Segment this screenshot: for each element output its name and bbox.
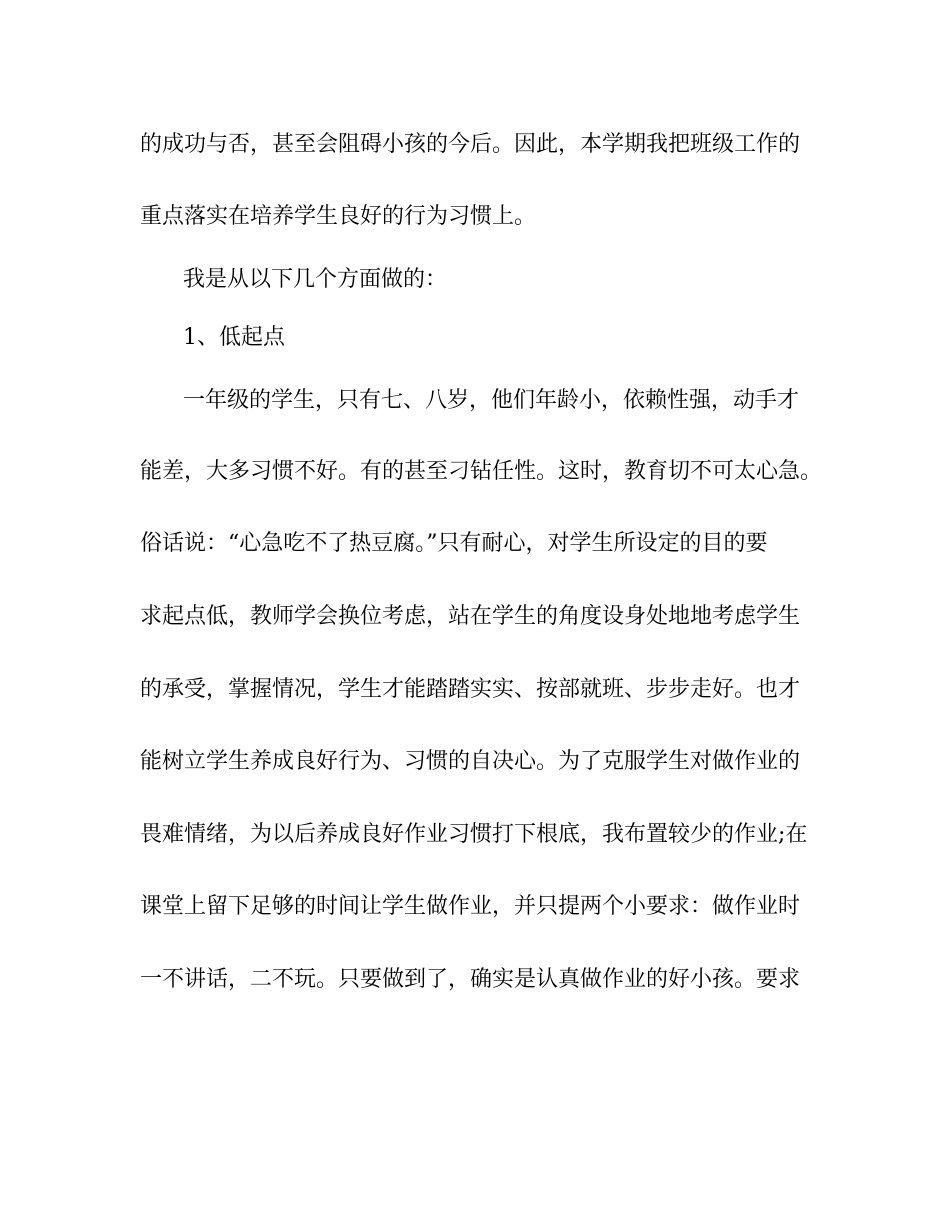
text-line: 畏难情绪，为以后养成良好作业习惯打下根底，我布置较少的作业;在: [140, 822, 808, 847]
text-line: 俗话说：“心急吃不了热豆腐。”只有耐心，对学生所设定的目的要: [140, 531, 768, 556]
text-line: 我是从以下几个方面做的：: [183, 267, 448, 292]
text-line: 能树立学生养成良好行为、习惯的自决心。为了克服学生对做作业的: [140, 749, 801, 774]
text-line: 重点落实在培养学生良好的行为习惯上。: [140, 204, 537, 229]
text-line: 能差，大多习惯不好。有的甚至刁钻任性。这时，教育切不可太心急。: [140, 459, 823, 484]
text-line: 一不讲话，二不玩。只要做到了，确实是认真做作业的好小孩。要求: [140, 967, 801, 992]
text-line: 一年级的学生，只有七、八岁，他们年龄小，依赖性强，动手才: [183, 388, 800, 413]
text-line: 的成功与否，甚至会阻碍小孩的今后。因此，本学期我把班级工作的: [140, 132, 801, 157]
text-line: 的承受，掌握情况，学生才能踏踏实实、按部就班、步步走好。也才: [140, 677, 801, 702]
text-line: 求起点低，教师学会换位考虑，站在学生的角度设身处地地考虑学生: [140, 604, 801, 629]
text-line: 课堂上留下足够的时间让学生做作业，并只提两个小要求：做作业时: [140, 894, 801, 919]
section-heading: 1、低起点: [183, 325, 285, 350]
